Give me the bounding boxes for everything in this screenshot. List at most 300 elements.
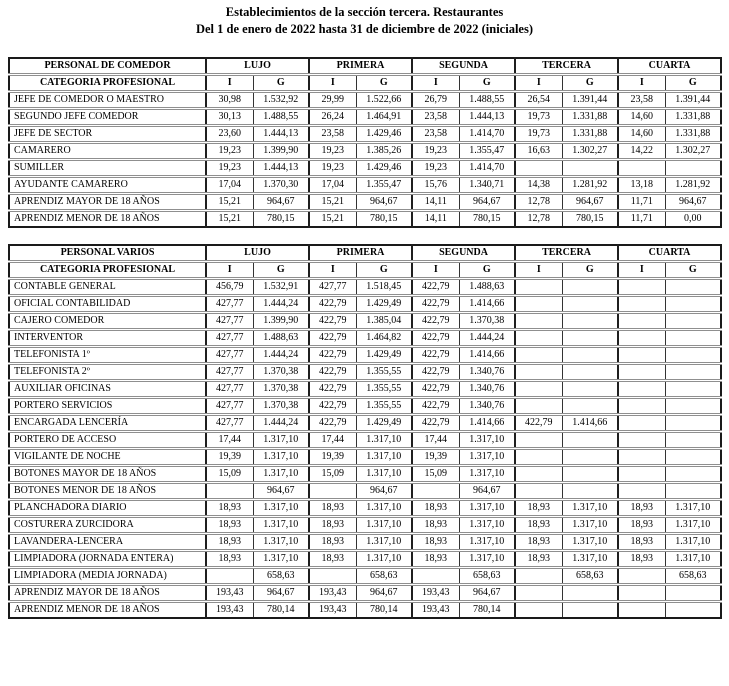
table-row — [9, 483, 721, 500]
value-cell: 18,93 — [618, 551, 665, 568]
table-row — [9, 347, 721, 364]
value-cell: 19,39 — [412, 449, 459, 466]
value-cell: 17,44 — [412, 432, 459, 449]
category-cell: LAVANDERA-LENCERA — [9, 534, 206, 551]
value-cell: 658,63 — [562, 568, 618, 585]
value-cell — [562, 347, 618, 364]
value-cell: 1.317,10 — [459, 551, 515, 568]
value-cell: 1.391,44 — [562, 92, 618, 109]
value-cell: 1.317,10 — [356, 517, 412, 534]
value-cell: 1.340,76 — [459, 364, 515, 381]
value-cell: 427,77 — [206, 330, 253, 347]
value-cell: 1.317,10 — [459, 432, 515, 449]
value-cell — [206, 483, 253, 500]
value-cell: 18,93 — [206, 534, 253, 551]
value-cell: 193,43 — [309, 602, 356, 619]
value-cell: 964,67 — [562, 194, 618, 211]
value-cell — [618, 466, 665, 483]
value-cell: 1.317,10 — [665, 517, 721, 534]
value-cell: 15,76 — [412, 177, 459, 194]
value-cell — [515, 483, 562, 500]
value-cell: 19,23 — [309, 160, 356, 177]
value-cell: 0,00 — [665, 211, 721, 228]
value-cell: 422,79 — [412, 347, 459, 364]
category-cell: SEGUNDO JEFE COMEDOR — [9, 109, 206, 126]
value-cell — [562, 364, 618, 381]
value-cell — [562, 602, 618, 619]
subcolumn-header-g: G — [356, 75, 412, 92]
value-cell: 427,77 — [206, 398, 253, 415]
category-cell: APRENDIZ MENOR DE 18 AÑOS — [9, 211, 206, 228]
table-row — [9, 534, 721, 551]
value-cell: 427,77 — [309, 279, 356, 296]
value-cell: 1.355,47 — [459, 143, 515, 160]
value-cell: 427,77 — [206, 313, 253, 330]
value-cell: 19,73 — [515, 126, 562, 143]
value-cell: 1.414,66 — [459, 347, 515, 364]
value-cell: 1.444,13 — [253, 126, 309, 143]
value-cell: 26,54 — [515, 92, 562, 109]
value-cell — [665, 160, 721, 177]
value-cell — [665, 585, 721, 602]
value-cell: 1.317,10 — [356, 551, 412, 568]
category-cell: APRENDIZ MAYOR DE 18 AÑOS — [9, 194, 206, 211]
value-cell: 1.331,88 — [665, 109, 721, 126]
value-cell: 18,93 — [618, 517, 665, 534]
value-cell: 1.317,10 — [253, 534, 309, 551]
value-cell: 1.317,10 — [562, 551, 618, 568]
value-cell: 422,79 — [309, 313, 356, 330]
value-cell — [665, 483, 721, 500]
value-cell: 1.317,10 — [253, 449, 309, 466]
value-cell: 1.488,55 — [253, 109, 309, 126]
value-cell: 964,67 — [459, 483, 515, 500]
value-cell: 780,15 — [253, 211, 309, 228]
category-cell: SUMILLER — [9, 160, 206, 177]
value-cell — [562, 313, 618, 330]
value-cell: 422,79 — [309, 330, 356, 347]
value-cell: 193,43 — [412, 602, 459, 619]
value-cell: 422,79 — [515, 415, 562, 432]
value-cell — [412, 568, 459, 585]
value-cell: 18,93 — [309, 534, 356, 551]
value-cell: 29,99 — [309, 92, 356, 109]
value-cell — [618, 585, 665, 602]
category-column-header: LUJO — [206, 245, 309, 262]
value-cell — [665, 466, 721, 483]
value-cell — [562, 279, 618, 296]
value-cell — [515, 381, 562, 398]
category-column-header: CUARTA — [618, 245, 721, 262]
value-cell: 1.370,38 — [253, 398, 309, 415]
subcolumn-header-g: G — [459, 262, 515, 279]
personal-de-comedor-table — [8, 57, 722, 228]
value-cell: 1.444,24 — [253, 347, 309, 364]
value-cell: 18,93 — [515, 517, 562, 534]
value-cell: 18,93 — [515, 534, 562, 551]
value-cell: 19,23 — [206, 160, 253, 177]
category-column-header: TERCERA — [515, 58, 618, 75]
value-cell — [562, 483, 618, 500]
value-cell: 1.317,10 — [665, 551, 721, 568]
table-row — [9, 296, 721, 313]
value-cell — [515, 347, 562, 364]
value-cell: 1.414,70 — [459, 126, 515, 143]
value-cell — [665, 415, 721, 432]
value-cell — [618, 602, 665, 619]
value-cell — [206, 568, 253, 585]
category-cell: TELEFONISTA 1º — [9, 347, 206, 364]
table-row — [9, 313, 721, 330]
value-cell: 964,67 — [253, 194, 309, 211]
value-cell: 1.317,10 — [253, 466, 309, 483]
category-cell: PORTERO SERVICIOS — [9, 398, 206, 415]
table-row — [9, 143, 721, 160]
value-cell: 12,78 — [515, 194, 562, 211]
value-cell: 193,43 — [412, 585, 459, 602]
value-cell — [618, 432, 665, 449]
value-cell — [665, 347, 721, 364]
value-cell: 1.355,55 — [356, 364, 412, 381]
category-cell: BOTONES MENOR DE 18 AÑOS — [9, 483, 206, 500]
value-cell: 427,77 — [206, 347, 253, 364]
value-cell: 1.302,27 — [562, 143, 618, 160]
value-cell: 18,93 — [206, 500, 253, 517]
value-cell: 422,79 — [309, 381, 356, 398]
table-row — [9, 602, 721, 619]
value-cell: 14,11 — [412, 211, 459, 228]
value-cell — [562, 330, 618, 347]
value-cell: 1.317,10 — [459, 500, 515, 517]
value-cell: 19,23 — [206, 143, 253, 160]
value-cell: 1.317,10 — [459, 466, 515, 483]
subcolumn-header-g: G — [459, 75, 515, 92]
value-cell: 1.488,63 — [459, 279, 515, 296]
value-cell: 1.317,10 — [562, 517, 618, 534]
table-row — [9, 449, 721, 466]
value-cell — [309, 568, 356, 585]
value-cell — [515, 602, 562, 619]
value-cell: 1.488,55 — [459, 92, 515, 109]
subcolumn-header-i: I — [618, 75, 665, 92]
value-cell: 1.391,44 — [665, 92, 721, 109]
category-cell: BOTONES MAYOR DE 18 AÑOS — [9, 466, 206, 483]
subcolumn-header-g: G — [665, 75, 721, 92]
value-cell: 16,63 — [515, 143, 562, 160]
value-cell — [618, 381, 665, 398]
value-cell: 15,21 — [309, 194, 356, 211]
value-cell: 456,79 — [206, 279, 253, 296]
value-cell: 1.317,10 — [356, 432, 412, 449]
category-cell: APRENDIZ MAYOR DE 18 AÑOS — [9, 585, 206, 602]
value-cell: 19,23 — [309, 143, 356, 160]
subcolumn-header-i: I — [412, 262, 459, 279]
value-cell: 422,79 — [412, 296, 459, 313]
value-cell: 1.444,24 — [459, 330, 515, 347]
value-cell: 422,79 — [412, 381, 459, 398]
value-cell: 18,93 — [309, 551, 356, 568]
value-cell: 422,79 — [412, 330, 459, 347]
category-cell: ENCARGADA LENCERÍA — [9, 415, 206, 432]
table-row — [9, 551, 721, 568]
value-cell: 1.331,88 — [562, 126, 618, 143]
table-row — [9, 279, 721, 296]
table-group-title: PERSONAL DE COMEDOR — [44, 60, 171, 71]
category-cell: JEFE DE COMEDOR O MAESTRO — [9, 92, 206, 109]
value-cell — [562, 466, 618, 483]
value-cell — [618, 313, 665, 330]
value-cell: 1.317,10 — [253, 500, 309, 517]
value-cell: 19,39 — [206, 449, 253, 466]
value-cell: 26,79 — [412, 92, 459, 109]
value-cell: 193,43 — [309, 585, 356, 602]
value-cell: 23,58 — [412, 109, 459, 126]
subcolumn-header-g: G — [562, 262, 618, 279]
value-cell — [665, 296, 721, 313]
value-cell: 1.317,10 — [459, 517, 515, 534]
document-title: Establecimientos de la sección tercera. Restaurantes — [225, 5, 504, 19]
value-cell: 658,63 — [356, 568, 412, 585]
value-cell: 1.331,88 — [562, 109, 618, 126]
subcolumn-header-i: I — [412, 75, 459, 92]
subcolumn-header-i: I — [515, 75, 562, 92]
value-cell: 1.355,55 — [356, 398, 412, 415]
value-cell: 12,78 — [515, 211, 562, 228]
category-cell: JEFE DE SECTOR — [9, 126, 206, 143]
value-cell: 18,93 — [412, 500, 459, 517]
category-cell: CAJERO COMEDOR — [9, 313, 206, 330]
value-cell: 14,60 — [618, 126, 665, 143]
value-cell: 18,93 — [412, 551, 459, 568]
value-cell: 427,77 — [206, 415, 253, 432]
category-column-header: PRIMERA — [309, 58, 412, 75]
value-cell: 1.429,46 — [356, 160, 412, 177]
table-row — [9, 364, 721, 381]
value-cell: 1.518,45 — [356, 279, 412, 296]
value-cell: 422,79 — [309, 398, 356, 415]
value-cell: 14,22 — [618, 143, 665, 160]
value-cell: 1.355,47 — [356, 177, 412, 194]
table-row — [9, 330, 721, 347]
value-cell: 17,44 — [309, 432, 356, 449]
value-cell — [665, 313, 721, 330]
value-cell: 14,11 — [412, 194, 459, 211]
value-cell — [618, 279, 665, 296]
value-cell — [515, 313, 562, 330]
value-cell: 1.370,30 — [253, 177, 309, 194]
value-cell: 1.414,70 — [459, 160, 515, 177]
value-cell: 18,93 — [412, 517, 459, 534]
value-cell: 1.317,10 — [459, 449, 515, 466]
value-cell: 13,18 — [618, 177, 665, 194]
value-cell — [665, 449, 721, 466]
value-cell: 14,60 — [618, 109, 665, 126]
value-cell: 17,44 — [206, 432, 253, 449]
value-cell: 14,38 — [515, 177, 562, 194]
value-cell — [515, 330, 562, 347]
value-cell: 964,67 — [356, 483, 412, 500]
category-cell: OFICIAL CONTABILIDAD — [9, 296, 206, 313]
value-cell: 1.370,38 — [459, 313, 515, 330]
subcolumn-header-g: G — [356, 262, 412, 279]
value-cell: 1.444,13 — [253, 160, 309, 177]
category-column-header: PRIMERA — [309, 245, 412, 262]
table-row — [9, 126, 721, 143]
subcolumn-header-i: I — [206, 262, 253, 279]
subcolumn-header-i: I — [618, 262, 665, 279]
category-cell: AUXILIAR OFICINAS — [9, 381, 206, 398]
value-cell: 780,15 — [459, 211, 515, 228]
value-cell: 1.370,38 — [253, 364, 309, 381]
value-cell — [562, 432, 618, 449]
value-cell: 23,58 — [309, 126, 356, 143]
value-cell: 422,79 — [412, 398, 459, 415]
value-cell: 1.340,71 — [459, 177, 515, 194]
value-cell: 1.340,76 — [459, 381, 515, 398]
value-cell: 1.522,66 — [356, 92, 412, 109]
value-cell — [515, 398, 562, 415]
value-cell: 427,77 — [206, 381, 253, 398]
value-cell — [618, 483, 665, 500]
value-cell: 1.317,10 — [356, 500, 412, 517]
value-cell: 1.429,49 — [356, 347, 412, 364]
table-group-title: PERSONAL VARIOS — [60, 247, 155, 258]
subcolumn-header-g: G — [562, 75, 618, 92]
value-cell — [562, 160, 618, 177]
value-cell: 18,93 — [206, 517, 253, 534]
value-cell: 964,67 — [459, 585, 515, 602]
value-cell: 658,63 — [665, 568, 721, 585]
value-cell: 422,79 — [412, 279, 459, 296]
value-cell: 422,79 — [309, 364, 356, 381]
value-cell: 780,14 — [356, 602, 412, 619]
value-cell: 1.399,90 — [253, 313, 309, 330]
value-cell: 964,67 — [665, 194, 721, 211]
category-cell: CAMARERO — [9, 143, 206, 160]
value-cell — [309, 483, 356, 500]
value-cell — [515, 449, 562, 466]
value-cell: 1.317,10 — [459, 534, 515, 551]
value-cell: 422,79 — [309, 296, 356, 313]
table-row — [9, 466, 721, 483]
value-cell: 1.317,10 — [562, 534, 618, 551]
value-cell: 422,79 — [412, 415, 459, 432]
value-cell: 1.281,92 — [562, 177, 618, 194]
table-row — [9, 177, 721, 194]
value-cell — [562, 585, 618, 602]
value-cell: 1.317,10 — [665, 534, 721, 551]
value-cell: 19,73 — [515, 109, 562, 126]
value-cell — [515, 466, 562, 483]
value-cell: 15,21 — [206, 211, 253, 228]
value-cell: 18,93 — [618, 500, 665, 517]
header-row-subcolumns — [9, 75, 721, 92]
value-cell: 780,15 — [562, 211, 618, 228]
value-cell: 1.444,24 — [253, 296, 309, 313]
value-cell — [515, 279, 562, 296]
subcolumn-header-i: I — [309, 262, 356, 279]
value-cell: 23,58 — [618, 92, 665, 109]
table-row — [9, 398, 721, 415]
value-cell: 18,93 — [515, 500, 562, 517]
value-cell: 30,13 — [206, 109, 253, 126]
value-cell — [665, 398, 721, 415]
value-cell: 15,21 — [309, 211, 356, 228]
value-cell: 1.464,91 — [356, 109, 412, 126]
value-cell: 964,67 — [356, 194, 412, 211]
value-cell: 18,93 — [515, 551, 562, 568]
table-row — [9, 585, 721, 602]
value-cell: 18,93 — [309, 500, 356, 517]
category-column-header: CUARTA — [618, 58, 721, 75]
value-cell: 964,67 — [253, 483, 309, 500]
value-cell: 193,43 — [206, 602, 253, 619]
value-cell — [618, 330, 665, 347]
value-cell: 422,79 — [309, 347, 356, 364]
header-row-subcolumns — [9, 262, 721, 279]
category-cell: TELEFONISTA 2º — [9, 364, 206, 381]
value-cell: 18,93 — [309, 517, 356, 534]
value-cell: 1.444,24 — [253, 415, 309, 432]
subcolumn-header-i: I — [515, 262, 562, 279]
value-cell: 658,63 — [459, 568, 515, 585]
value-cell — [562, 449, 618, 466]
value-cell: 964,67 — [356, 585, 412, 602]
value-cell: 1.317,10 — [253, 517, 309, 534]
value-cell: 11,71 — [618, 211, 665, 228]
value-cell — [665, 330, 721, 347]
value-cell: 1.302,27 — [665, 143, 721, 160]
value-cell: 15,09 — [206, 466, 253, 483]
category-column-header: SEGUNDA — [412, 58, 515, 75]
value-cell: 1.370,38 — [253, 381, 309, 398]
category-cell: COSTURERA ZURCIDORA — [9, 517, 206, 534]
value-cell: 1.488,63 — [253, 330, 309, 347]
table-row — [9, 109, 721, 126]
table-row — [9, 568, 721, 585]
category-cell: PORTERO DE ACCESO — [9, 432, 206, 449]
value-cell: 1.414,66 — [459, 296, 515, 313]
value-cell: 1.414,66 — [459, 415, 515, 432]
value-cell: 1.414,66 — [562, 415, 618, 432]
value-cell: 15,09 — [309, 466, 356, 483]
value-cell: 18,93 — [206, 551, 253, 568]
category-cell: LIMPIADORA (MEDIA JORNADA) — [9, 568, 206, 585]
value-cell — [665, 432, 721, 449]
value-cell — [515, 568, 562, 585]
category-column-header: LUJO — [206, 58, 309, 75]
table-row — [9, 415, 721, 432]
value-cell: 17,04 — [206, 177, 253, 194]
table-row — [9, 381, 721, 398]
value-cell — [618, 398, 665, 415]
personal-varios-table — [8, 244, 722, 619]
header-row-groups — [9, 58, 721, 75]
value-cell — [618, 568, 665, 585]
value-cell: 1.317,10 — [665, 500, 721, 517]
value-cell: 26,24 — [309, 109, 356, 126]
value-cell: 1.317,10 — [253, 432, 309, 449]
value-cell: 422,79 — [412, 313, 459, 330]
title-block — [0, 0, 729, 37]
value-cell: 19,39 — [309, 449, 356, 466]
value-cell: 1.317,10 — [356, 449, 412, 466]
value-cell — [665, 279, 721, 296]
subcolumn-header-g: G — [253, 75, 309, 92]
value-cell: 1.317,10 — [356, 534, 412, 551]
table-row — [9, 211, 721, 228]
value-cell: 1.340,76 — [459, 398, 515, 415]
